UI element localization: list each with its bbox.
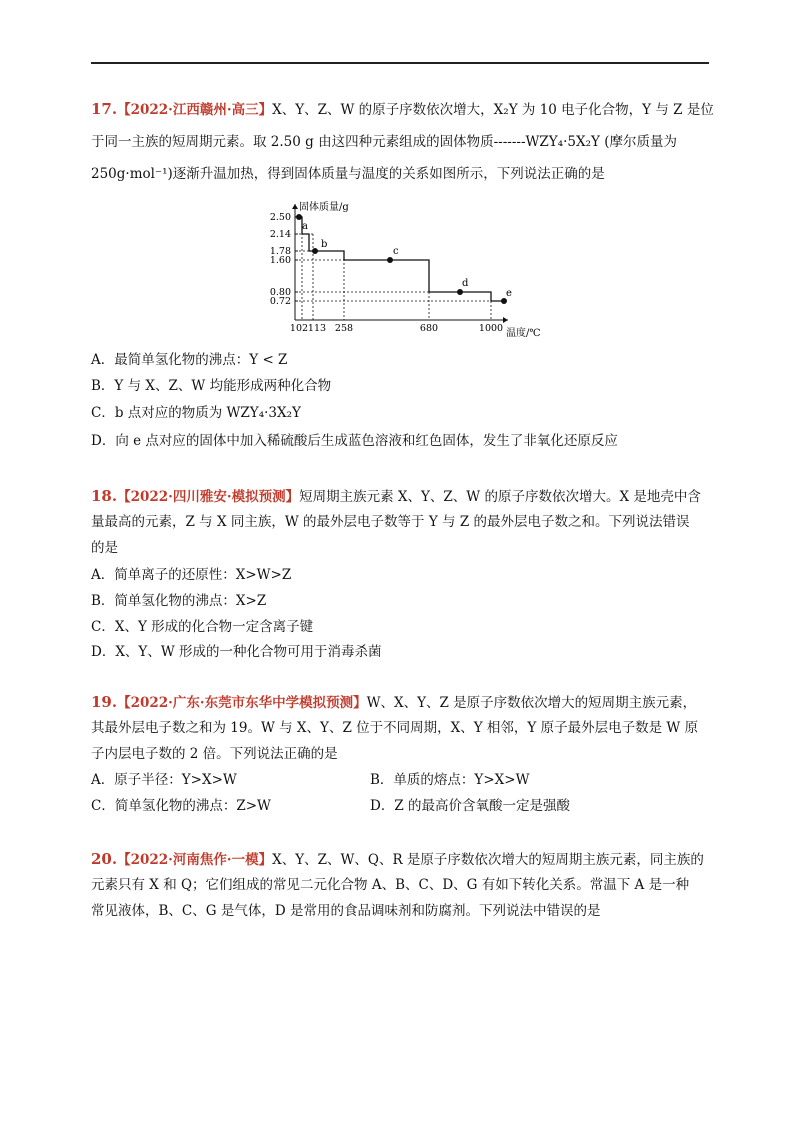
y-tick-label: 2.14 — [269, 229, 291, 240]
x-tick-label: 1000 — [478, 323, 504, 334]
q20-line3: 常见液体，B、C、G 是气体，D 是常用的食品调味剂和防腐剂。下列说法中错误的是 — [91, 903, 601, 919]
point-label-c: c — [393, 246, 399, 257]
q19-option-a: A．原子半径：Y>X>W — [91, 772, 237, 788]
q18-option-d: D．X、Y、W 形成的一种化合物可用于消毒杀菌 — [91, 644, 382, 660]
q19-option-b: B．单质的熔点：Y>X>W — [370, 772, 530, 788]
q20-line2: 元素只有 X 和 Q；它们组成的常见二元化合物 A、B、C、D、G 有如下转化关系。常温下 A 是一种 — [91, 877, 690, 893]
data-point-b — [312, 248, 318, 254]
point-label-d: d — [462, 278, 469, 289]
q17-option-b: B．Y 与 X、Z、W 均能形成两种化合物 — [91, 378, 332, 394]
q19-number: 19. — [91, 693, 118, 711]
data-point-a — [296, 214, 302, 220]
point-label-b: b — [321, 239, 328, 250]
x-tick-label: 113 — [307, 323, 327, 334]
q17-line1: 17.【2022·江西赣州·高三】X、Y、Z、W 的原子序数依次增大，X₂Y 为 10 电子化合物，Y 与 Z 是位 — [91, 100, 714, 118]
q18-number: 18. — [91, 487, 118, 505]
x-axis-arrow — [503, 317, 508, 323]
q17-number: 17. — [91, 100, 118, 118]
q17-option-a: A．最简单氢化物的沸点：Y < Z — [91, 352, 288, 368]
q18-option-a: A．简单离子的还原性：X>W>Z — [91, 567, 292, 583]
q19-option-d: D．Z 的最高价含氧酸一定是强酸 — [370, 798, 570, 814]
q20-number: 20. — [91, 850, 118, 868]
q17-line3: 250g·mol⁻¹)逐渐升温加热，得到固体质量与温度的关系如图所示，下列说法正确的是 — [91, 166, 605, 182]
mass-step-curve — [295, 217, 505, 301]
point-label-a: a — [302, 221, 308, 232]
x-tick-label: 680 — [419, 323, 439, 334]
q19-line2: 其最外层电子数之和为 19。W 与 X、Y、Z 位于不同周期，X、Y 相邻，Y 原子最外层电子数是 W 原 — [91, 720, 699, 736]
q18-line3: 的是 — [91, 540, 118, 556]
q17-source: 【2022·江西赣州·高三】 — [117, 102, 273, 118]
q20-line1: 20.【2022·河南焦作·一模】X、Y、Z、W、Q、R 是原子序数依次增大的短周期主族元素，同主族的 — [91, 850, 704, 868]
x-axis-label: 温度/℃ — [506, 328, 541, 339]
q18-line1: 18.【2022·四川雅安·模拟预测】短周期主族元素 X、Y、Z、W 的原子序数依次增大。X 是地壳中含 — [91, 487, 701, 505]
data-point-d — [457, 289, 463, 295]
mass-temperature-chart — [250, 196, 550, 342]
q18-option-c: C．X、Y 形成的化合物一定含离子键 — [91, 619, 314, 635]
q17-formula-x2y: X₂Y — [493, 102, 518, 118]
y-tick-label: 1.60 — [269, 255, 291, 266]
x-tick-label: 102 — [289, 323, 309, 334]
data-point-c — [387, 257, 393, 263]
y-tick-label: 0.72 — [269, 296, 291, 307]
q17-formula-hydrate: WZY₄·5X₂Y — [525, 134, 600, 150]
q20-source: 【2022·河南焦作·一模】 — [117, 852, 273, 868]
y-tick-label: 2.50 — [269, 212, 291, 223]
q17-option-d: D．向 e 点对应的固体中加入稀硫酸后生成蓝色溶液和红色固体，发生了非氧化还原反应 — [91, 433, 618, 449]
q18-source: 【2022·四川雅安·模拟预测】 — [117, 489, 300, 505]
q17-line2: 于同一主族的短周期元素。取 2.50 g 由这四种元素组成的固体物质-------WZY₄·5X₂Y (摩尔质量为 — [91, 134, 677, 150]
q19-line1: 19.【2022·广东·东莞市东华中学模拟预测】W、X、Y、Z 是原子序数依次增大的短周期主族元素， — [91, 693, 697, 711]
q17-option-c: C．b 点对应的物质为 WZY₄·3X₂Y — [91, 405, 301, 421]
q18-option-b: B．简单氢化物的沸点：X>Z — [91, 593, 267, 609]
y-axis-label: 固体质量/g — [299, 202, 349, 213]
q17-molar-mass: 250g·mol⁻¹ — [91, 166, 168, 182]
q18-line2: 量最高的元素，Z 与 X 同主族，W 的最外层电子数等于 Y 与 Z 的最外层电子数之和。下列说法错误 — [91, 514, 690, 530]
header-rule — [91, 62, 709, 64]
q19-line3: 子内层电子数的 2 倍。下列说法正确的是 — [91, 746, 338, 762]
point-label-e: e — [506, 288, 512, 299]
y-tick-label: 1.78 — [269, 246, 291, 257]
y-axis-arrow — [292, 204, 298, 209]
q19-option-c: C．简单氢化物的沸点：Z>W — [91, 798, 271, 814]
y-tick-label: 0.80 — [269, 287, 291, 298]
q19-source: 【2022·广东·东莞市东华中学模拟预测】 — [117, 695, 367, 711]
x-tick-label: 258 — [334, 323, 354, 334]
